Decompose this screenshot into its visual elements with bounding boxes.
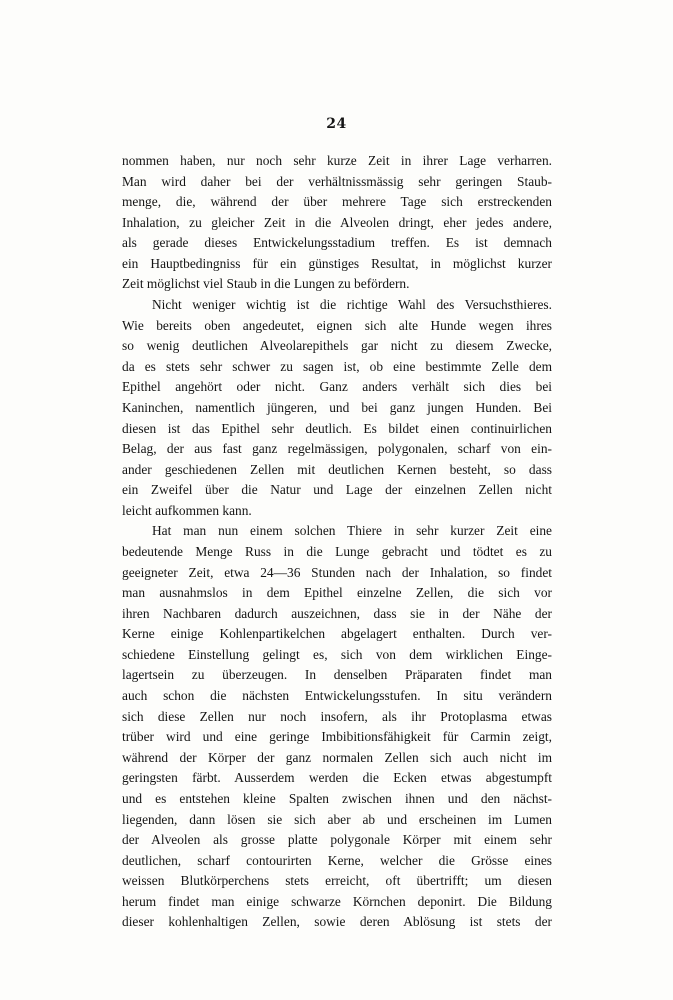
text-line: Belag, der aus fast ganz regelmässigen, polygonalen, scharf von ein- [122, 441, 552, 457]
text-line: man ausnahmslos in dem Epithel einzelne Zellen, die sich vor [122, 585, 552, 601]
text-line: sich diese Zellen nur noch insofern, als ihr Protoplasma etwas [122, 708, 552, 724]
text-line: geringsten färbt. Ausserdem werden die Ecken etwas abgestumpft [122, 770, 552, 786]
text-line: diesen ist das Epithel sehr deutlich. Es bildet einen continuirlichen [122, 420, 552, 436]
text-line: lagertsein zu überzeugen. In denselben Präparaten findet man [122, 667, 552, 683]
text-line: Kerne einige Kohlenpartikelchen abgelagert enthalten. Durch ver- [122, 626, 552, 642]
text-line: Inhalation, zu gleicher Zeit in die Alveolen dringt, eher jedes andere, [122, 214, 552, 230]
text-line: Zeit möglichst viel Staub in die Lungen zu befördern. [122, 276, 410, 292]
text-line: während der Körper der ganz normalen Zellen sich auch nicht im [122, 749, 552, 765]
text-line: Kaninchen, namentlich jüngeren, und bei ganz jungen Hunden. Bei [122, 399, 552, 415]
text-line: dieser kohlenhaltigen Zellen, sowie deren Ablösung ist stets der [122, 914, 552, 930]
text-line: so wenig deutlichen Alveolarepithels gar nicht zu diesem Zwecke, [122, 338, 552, 354]
body-text [122, 151, 552, 933]
text-line: Wie bereits oben angedeutet, eignen sich alte Hunde wegen ihres [122, 317, 552, 333]
text-line: menge, die, während der über mehrere Tage sich erstreckenden [122, 194, 552, 210]
text-line: trüber wird und eine geringe Imbibitionsfähigkeit für Carmin zeigt, [122, 729, 552, 745]
text-line: und es entstehen kleine Spalten zwischen ihnen und den nächst- [122, 790, 552, 806]
text-line: ander geschiedenen Zellen mit deutlichen Kernen besteht, so dass [122, 461, 552, 477]
text-line: weissen Blutkörperchens stets erreicht, oft übertrifft; um diesen [122, 873, 552, 889]
text-line: Man wird daher bei der verhältnissmässig sehr geringen Staub- [122, 173, 552, 189]
text-line: Nicht weniger wichtig ist die richtige Wahl des Versuchsthieres. [152, 297, 552, 313]
text-line: der Alveolen als grosse platte polygonale Körper mit einem sehr [122, 832, 552, 848]
page-number: 24 [326, 116, 347, 132]
text-line: leicht aufkommen kann. [122, 502, 252, 518]
text-line: bedeutende Menge Russ in die Lunge gebracht und tödtet es zu [122, 543, 552, 559]
text-line: schiedene Einstellung gelingt es, sich von dem wirklichen Einge- [122, 646, 552, 662]
text-line: da es stets sehr schwer zu sagen ist, ob eine bestimmte Zelle dem [122, 358, 552, 374]
text-line: geeigneter Zeit, etwa 24—36 Stunden nach der Inhalation, so findet [122, 564, 552, 580]
text-line: nommen haben, nur noch sehr kurze Zeit in ihrer Lage verharren. [122, 153, 552, 168]
text-line: als gerade dieses Entwickelungsstadium treffen. Es ist demnach [122, 235, 552, 251]
text-line: deutlichen, scharf contourirten Kerne, welcher die Grösse eines [122, 852, 552, 868]
text-line: ihren Nachbaren dadurch auszeichnen, dass sie in der Nähe der [122, 605, 552, 621]
text-line: ein Zweifel über die Natur und Lage der einzelnen Zellen nicht [122, 482, 552, 498]
text-line: Epithel angehört oder nicht. Ganz anders verhält sich dies bei [122, 379, 552, 395]
text-line: herum findet man einige schwarze Körnchen deponirt. Die Bildung [122, 893, 552, 909]
text-line: liegenden, dann lösen sie sich aber ab und erscheinen im Lumen [122, 811, 552, 827]
text-line: ein Hauptbedingniss für ein günstiges Resultat, in möglichst kurzer [122, 255, 552, 271]
text-line: auch schon die nächsten Entwickelungsstufen. In situ verändern [122, 688, 552, 704]
text-line: Hat man nun einem solchen Thiere in sehr kurzer Zeit eine [152, 523, 552, 539]
